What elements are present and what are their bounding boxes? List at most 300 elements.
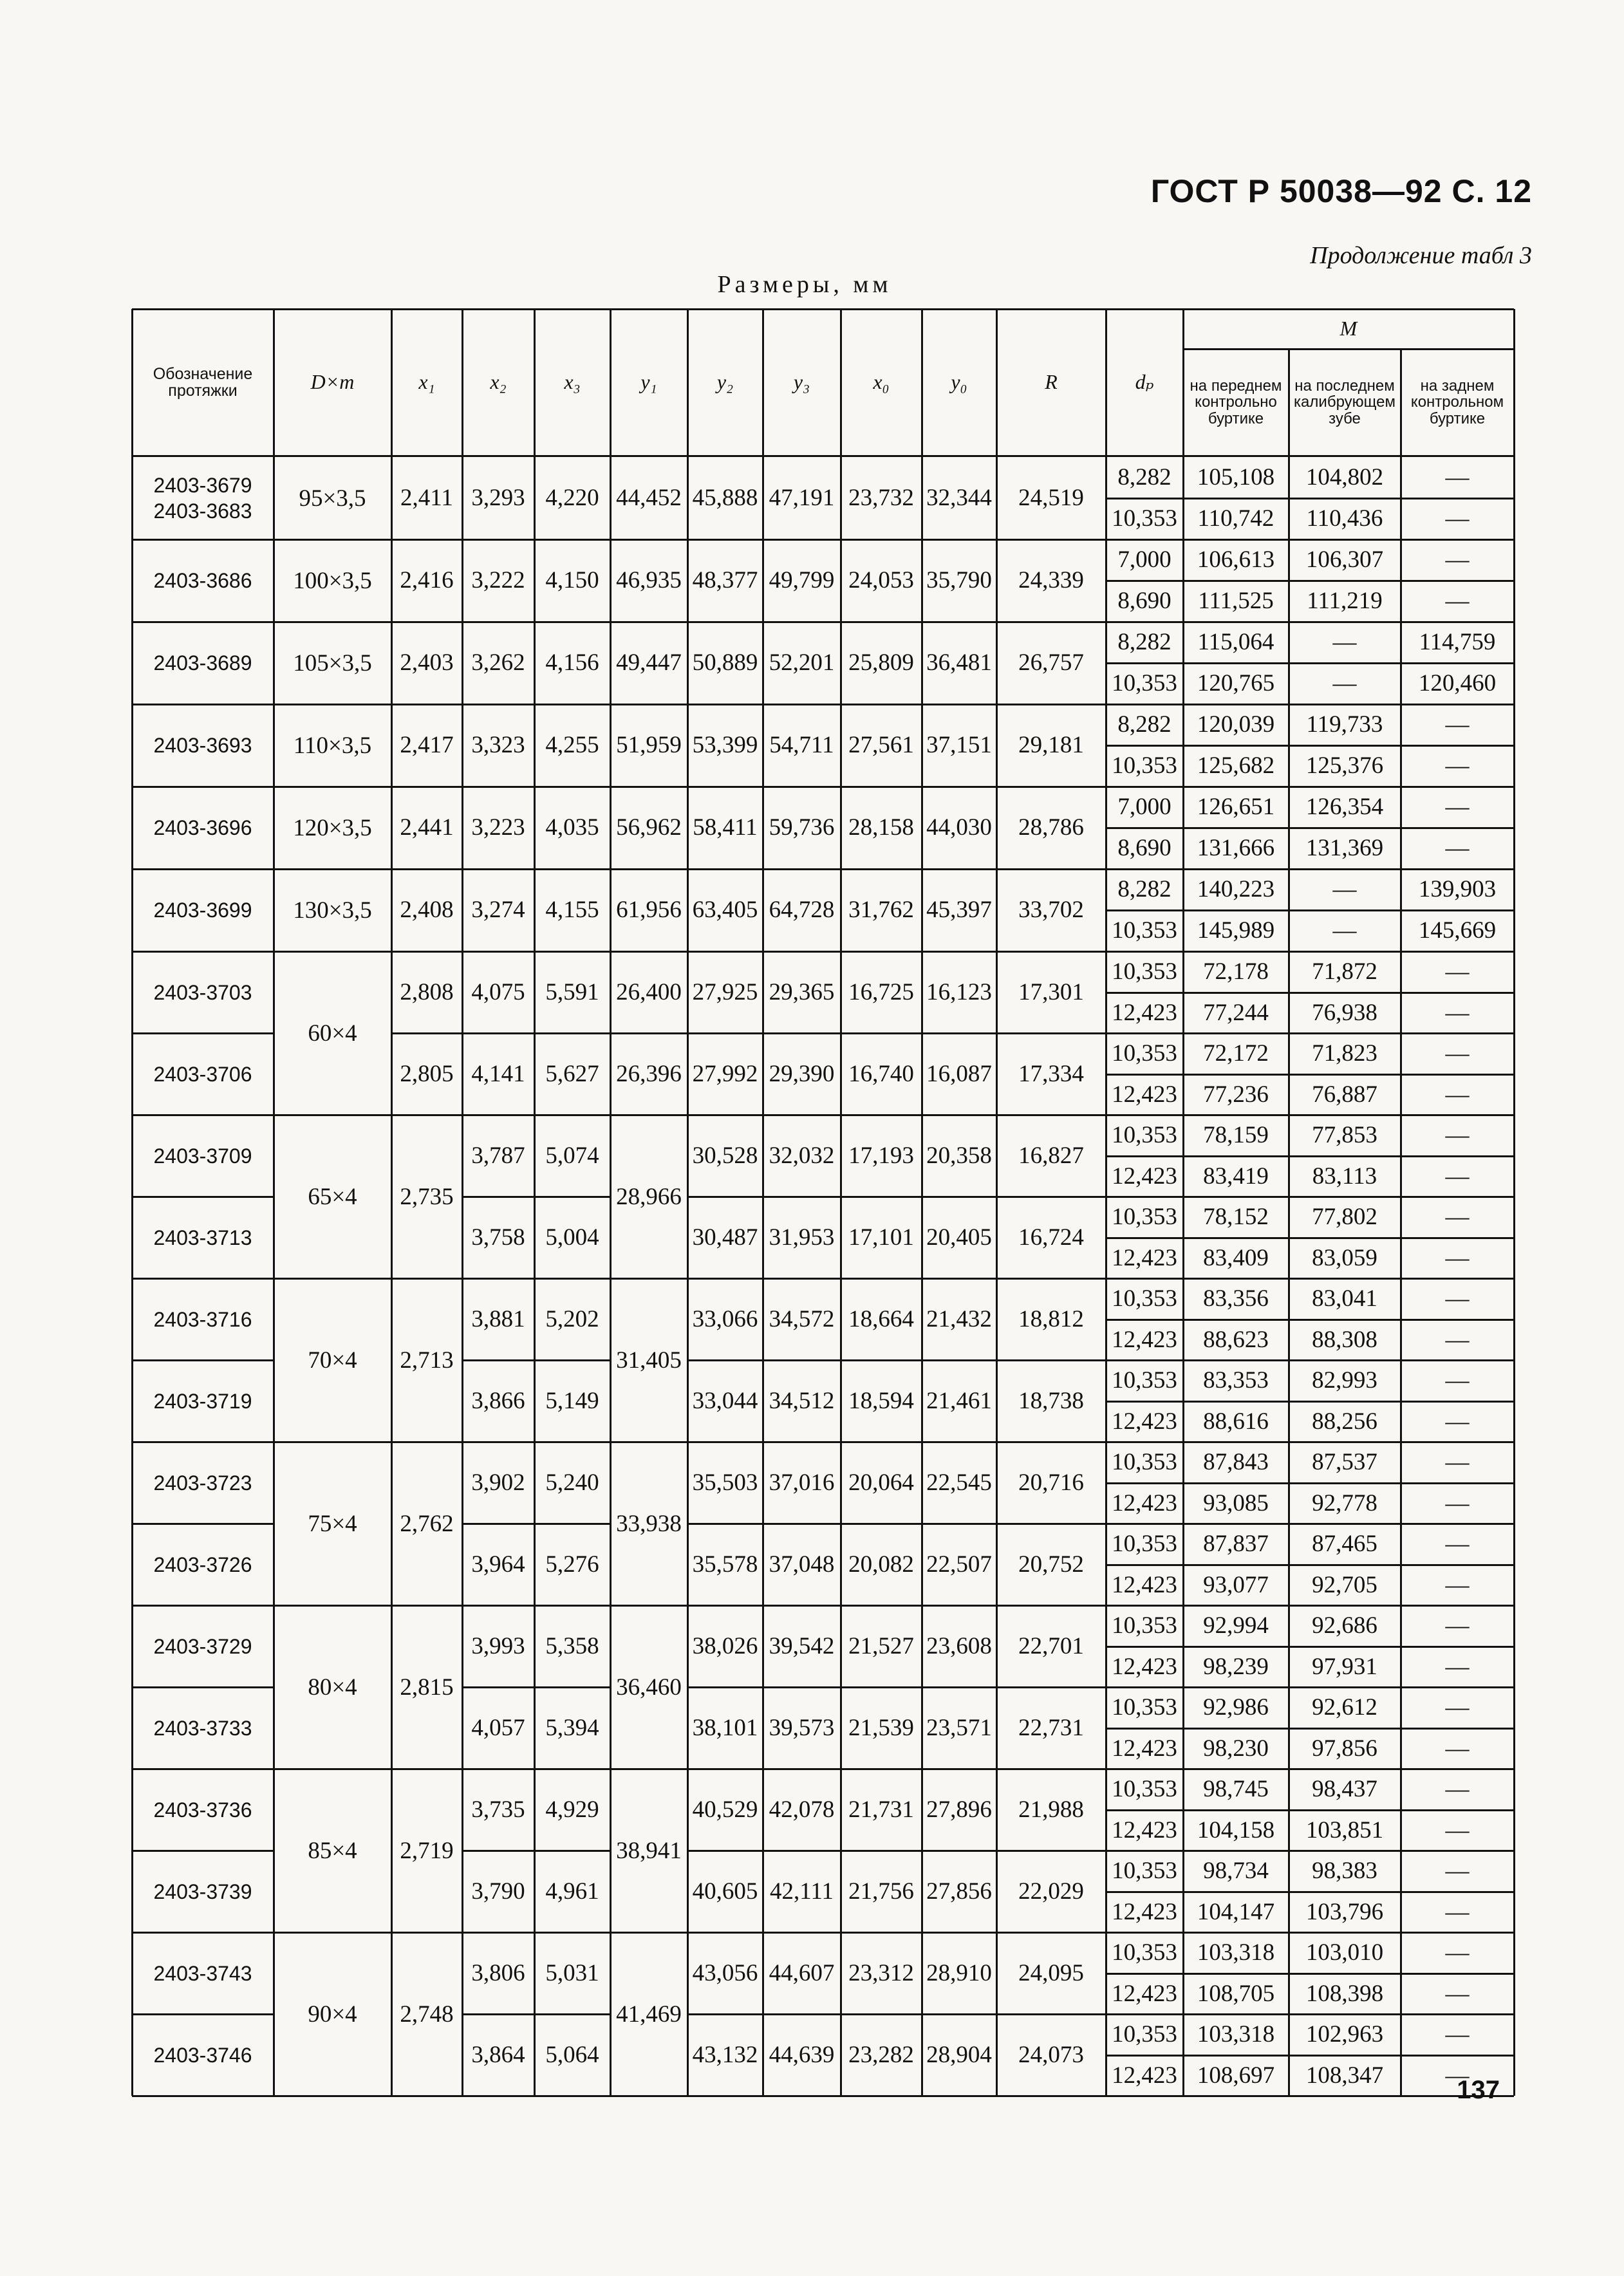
m-front-value: 120,039: [1197, 711, 1275, 738]
m-last-tooth-value: —: [1332, 917, 1357, 944]
r-value: 24,095: [1018, 1960, 1084, 1986]
designation-code: 2403-3703: [153, 980, 252, 1004]
y0-value: 21,461: [926, 1388, 992, 1414]
m-rear-value: 145,669: [1418, 917, 1497, 944]
dp-value: 10,353: [1112, 752, 1177, 779]
dp-value: 10,353: [1112, 1367, 1177, 1394]
y0-value: 27,896: [926, 1796, 992, 1823]
r-value: 22,029: [1018, 1878, 1084, 1905]
y0-value: 27,856: [926, 1878, 992, 1905]
r-value: 33,702: [1018, 897, 1084, 923]
x1-value: 2,719: [400, 1837, 454, 1864]
m-rear-value: —: [1445, 1204, 1470, 1231]
r-value: 16,827: [1018, 1143, 1084, 1169]
y0-value: 23,571: [926, 1715, 992, 1741]
m-rear-value: —: [1445, 1694, 1470, 1721]
x3-value: 5,627: [545, 1061, 599, 1087]
designation-code: 2403-3743: [153, 1961, 252, 1985]
x2-value: 3,222: [471, 567, 525, 593]
designation-value: [132, 951, 274, 1033]
x1-value: 2,411: [400, 485, 453, 511]
column-header-m: M: [1339, 317, 1358, 340]
dp-value: 12,423: [1112, 1980, 1177, 2007]
x3-value: 4,929: [545, 1796, 599, 1823]
m-rear-value: —: [1445, 1244, 1470, 1271]
y1-value: 51,959: [616, 732, 682, 758]
y3-value: 39,573: [769, 1715, 835, 1741]
column-header-m-sub-1: на переднем контрольно буртике: [1190, 377, 1282, 427]
x0-value: 18,664: [848, 1306, 914, 1332]
designation-code: 2403-3693: [153, 733, 252, 757]
designation-value: [132, 787, 274, 868]
column-header-y3: y₃: [793, 370, 810, 394]
x2-value: 3,790: [471, 1878, 525, 1905]
y2-value: 38,101: [692, 1715, 758, 1741]
m-front-value: 93,077: [1203, 1571, 1269, 1598]
y1-value: 44,452: [616, 485, 682, 511]
m-last-tooth-value: 106,307: [1305, 546, 1384, 574]
m-last-tooth-value: 82,993: [1312, 1367, 1377, 1394]
dp-value: 10,353: [1112, 1204, 1177, 1231]
m-last-tooth-value: 76,938: [1312, 999, 1377, 1026]
m-front-value: 83,356: [1203, 1285, 1269, 1312]
y0-value: 28,904: [926, 2042, 992, 2068]
page-number: 137: [1457, 2076, 1500, 2104]
m-front-value: 83,419: [1203, 1162, 1269, 1189]
x0-value: 20,082: [848, 1551, 914, 1578]
y2-value: 27,992: [692, 1061, 758, 1087]
x1-value: 2,808: [400, 979, 454, 1005]
y2-value: 40,605: [692, 1878, 758, 1905]
m-front-value: 98,745: [1203, 1776, 1269, 1803]
y3-value: 52,201: [769, 649, 835, 676]
designation-value: [132, 539, 274, 621]
column-header-m-sub-2: на последнем калибрующем зубе: [1294, 377, 1395, 427]
x2-value: 3,262: [471, 649, 525, 676]
x2-value: 3,902: [471, 1469, 525, 1496]
m-last-tooth-value: 108,347: [1305, 2062, 1384, 2089]
m-front-value: 98,230: [1203, 1735, 1269, 1762]
y3-value: 44,607: [769, 1960, 835, 1986]
x3-value: 5,358: [545, 1633, 599, 1659]
y0-value: 16,123: [926, 979, 992, 1005]
dp-value: 12,423: [1112, 999, 1177, 1026]
designation-code: 2403-3716: [153, 1307, 252, 1331]
column-header-y0: y₀: [951, 370, 967, 394]
y3-value: 42,078: [769, 1796, 835, 1823]
dp-value: 12,423: [1112, 1816, 1177, 1843]
m-front-value: 110,742: [1197, 505, 1274, 532]
y3-value: 64,728: [769, 897, 835, 923]
designation-value: [132, 1197, 274, 1278]
m-front-value: 77,244: [1203, 999, 1269, 1026]
x1-value: 2,441: [400, 814, 454, 841]
m-rear-value: —: [1445, 1040, 1470, 1067]
dp-value: 12,423: [1112, 1244, 1177, 1271]
m-front-value: 125,682: [1197, 752, 1275, 779]
m-last-tooth-value: 83,041: [1312, 1285, 1377, 1312]
column-header-x3: x₃: [564, 370, 581, 394]
y3-value: 34,572: [769, 1306, 835, 1332]
x2-value: 3,993: [471, 1633, 525, 1659]
table-continuation-note: Продолжение табл 3: [1310, 242, 1532, 269]
y2-value: 45,888: [692, 485, 758, 511]
dp-value: 7,000: [1117, 546, 1171, 574]
y0-value: 22,545: [926, 1469, 992, 1496]
y3-value: 32,032: [769, 1143, 835, 1169]
m-rear-value: —: [1445, 1735, 1470, 1762]
x3-value: 5,149: [545, 1388, 599, 1414]
m-front-value: 87,843: [1203, 1449, 1269, 1476]
column-header-x1: x₁: [418, 370, 435, 394]
x3-value: 4,155: [545, 897, 599, 923]
m-last-tooth-value: 76,887: [1312, 1081, 1377, 1108]
dp-value: 10,353: [1112, 917, 1177, 944]
x0-value: 21,527: [848, 1633, 914, 1659]
m-rear-value: —: [1445, 1898, 1470, 1925]
y2-value: 48,377: [692, 567, 758, 593]
dp-value: 12,423: [1112, 1571, 1177, 1598]
y1-value: 26,396: [616, 1061, 682, 1087]
m-rear-value: —: [1445, 1285, 1470, 1312]
designation-value: [132, 2014, 274, 2096]
m-rear-value: —: [1445, 546, 1470, 574]
designation-code: 2403-3713: [153, 1226, 252, 1249]
dp-value: 8,282: [1117, 629, 1171, 656]
m-last-tooth-value: 111,219: [1307, 587, 1383, 614]
m-last-tooth-value: 97,856: [1312, 1735, 1377, 1762]
y0-value: 28,910: [926, 1960, 992, 1986]
x3-value: 5,004: [545, 1224, 599, 1251]
r-value: 24,339: [1018, 567, 1084, 593]
dp-value: 10,353: [1112, 2021, 1177, 2048]
dp-value: 8,690: [1117, 587, 1171, 614]
y2-value: 50,889: [692, 649, 758, 676]
x3-value: 5,394: [545, 1715, 599, 1741]
designation-value: [132, 1278, 274, 1360]
m-front-value: 108,697: [1197, 2062, 1275, 2089]
r-value: 22,731: [1018, 1715, 1084, 1741]
designation-code: 2403-3736: [153, 1798, 252, 1822]
y2-value: 40,529: [692, 1796, 758, 1823]
designation-value: [132, 1360, 274, 1442]
y3-value: 42,111: [769, 1878, 834, 1905]
y3-value: 44,639: [769, 2042, 835, 2068]
designation-code: 2403-3683: [153, 499, 252, 523]
table-right-rule: [1513, 309, 1515, 2096]
designation-value: [132, 1033, 274, 1115]
dp-value: 10,353: [1112, 1694, 1177, 1721]
m-rear-value: 139,903: [1418, 876, 1497, 903]
dp-value: 8,690: [1117, 834, 1171, 861]
m-front-value: 92,994: [1203, 1612, 1269, 1639]
column-header-y2: y₂: [716, 370, 734, 394]
dimensions-caption: Размеры, мм: [717, 271, 892, 298]
r-value: 29,181: [1018, 732, 1084, 758]
dxm-value: 75×4: [308, 1510, 357, 1537]
dp-value: 10,353: [1112, 1531, 1177, 1558]
x0-value: 24,053: [848, 567, 914, 593]
header-column-rule: [1400, 349, 1402, 456]
m-last-tooth-value: 83,113: [1312, 1162, 1377, 1189]
designation-code: 2403-3696: [153, 816, 252, 839]
y3-value: 37,048: [769, 1551, 835, 1578]
x1-value: 2,815: [400, 1674, 454, 1701]
dxm-value: 80×4: [308, 1674, 357, 1701]
dp-value: 12,423: [1112, 1735, 1177, 1762]
designation-code: 2403-3733: [153, 1716, 252, 1740]
x0-value: 21,731: [848, 1796, 914, 1823]
y2-value: 38,026: [692, 1633, 758, 1659]
x0-value: 21,539: [848, 1715, 914, 1741]
y3-value: 39,542: [769, 1633, 835, 1659]
x2-value: 3,787: [471, 1143, 525, 1169]
designation-code: 2403-3729: [153, 1634, 252, 1658]
x1-value: 2,805: [400, 1061, 454, 1087]
m-last-tooth-value: 97,931: [1312, 1653, 1377, 1680]
m-rear-value: —: [1445, 1449, 1470, 1476]
m-rear-value: —: [1445, 464, 1470, 491]
x3-value: 4,156: [545, 649, 599, 676]
y0-value: 32,344: [926, 485, 992, 511]
dxm-value: 100×3,5: [293, 567, 372, 594]
m-rear-value: —: [1445, 711, 1470, 738]
dxm-value: 95×3,5: [299, 485, 366, 512]
y0-value: 35,790: [926, 567, 992, 593]
y2-value: 63,405: [692, 897, 758, 923]
designation-value: [132, 1442, 274, 1524]
m-last-tooth-value: 87,465: [1312, 1531, 1377, 1558]
m-last-tooth-value: 104,802: [1305, 464, 1384, 491]
x2-value: 4,075: [471, 979, 525, 1005]
dxm-value: 120×3,5: [293, 814, 372, 841]
dp-value: 10,353: [1112, 1449, 1177, 1476]
m-rear-value: —: [1445, 1653, 1470, 1680]
m-rear-value: —: [1445, 1326, 1470, 1353]
m-last-tooth-value: 103,851: [1305, 1816, 1384, 1843]
m-rear-value: —: [1445, 1939, 1470, 1966]
y0-value: 36,481: [926, 649, 992, 676]
y1-value: 38,941: [616, 1837, 682, 1864]
y2-value: 43,132: [692, 2042, 758, 2068]
x3-value: 4,255: [545, 732, 599, 758]
m-rear-value: —: [1445, 794, 1470, 821]
m-last-tooth-value: 77,853: [1312, 1122, 1377, 1149]
x0-value: 23,282: [848, 2042, 914, 2068]
y0-value: 23,608: [926, 1633, 992, 1659]
designation-value: [132, 622, 274, 704]
y3-value: 31,953: [769, 1224, 835, 1251]
dp-value: 12,423: [1112, 1162, 1177, 1189]
m-last-tooth-value: 126,354: [1305, 794, 1384, 821]
m-front-value: 72,172: [1203, 1040, 1269, 1067]
m-front-value: 106,613: [1197, 546, 1275, 574]
m-last-tooth-value: 77,802: [1312, 1204, 1377, 1231]
m-last-tooth-value: 110,436: [1306, 505, 1383, 532]
designation-code: 2403-3686: [153, 568, 252, 592]
m-front-value: 87,837: [1203, 1531, 1269, 1558]
m-front-value: 98,734: [1203, 1858, 1269, 1885]
dxm-value: 60×4: [308, 1020, 357, 1047]
y2-value: 35,503: [692, 1469, 758, 1496]
designation-value: [132, 1851, 274, 1932]
m-rear-value: —: [1445, 505, 1470, 532]
x0-value: 21,756: [848, 1878, 914, 1905]
y2-value: 43,056: [692, 1960, 758, 1986]
designation-code: 2403-3709: [153, 1144, 252, 1168]
m-front-value: 115,064: [1197, 629, 1274, 656]
designation-value: [132, 1605, 274, 1687]
m-rear-value: —: [1445, 1531, 1470, 1558]
dp-value: 12,423: [1112, 1081, 1177, 1108]
x0-value: 27,561: [848, 732, 914, 758]
m-last-tooth-value: 98,383: [1312, 1858, 1377, 1885]
y2-value: 58,411: [693, 814, 758, 841]
designation-code: 2403-3719: [153, 1389, 252, 1413]
x0-value: 31,762: [848, 897, 914, 923]
x0-value: 23,312: [848, 1960, 914, 1986]
m-rear-value: —: [1445, 1162, 1470, 1189]
x2-value: 3,881: [471, 1306, 525, 1332]
y3-value: 59,736: [769, 814, 835, 841]
dxm-value: 105×3,5: [293, 649, 372, 676]
designation-value: [132, 1932, 274, 2014]
y3-value: 34,512: [769, 1388, 835, 1414]
m-front-value: 120,765: [1197, 669, 1275, 696]
m-last-tooth-value: 92,778: [1312, 1489, 1377, 1516]
x2-value: 3,866: [471, 1388, 525, 1414]
dxm-value: 85×4: [308, 1837, 357, 1864]
m-rear-value: —: [1445, 1081, 1470, 1108]
x2-value: 3,964: [471, 1551, 525, 1578]
x1-value: 2,417: [400, 732, 454, 758]
y0-value: 20,358: [926, 1143, 992, 1169]
x1-value: 2,408: [400, 897, 454, 923]
m-last-tooth-value: 92,612: [1312, 1694, 1377, 1721]
m-last-tooth-value: 103,010: [1305, 1939, 1384, 1966]
x3-value: 4,150: [545, 567, 599, 593]
x3-value: 4,035: [545, 814, 599, 841]
x2-value: 3,864: [471, 2042, 525, 2068]
m-rear-value: —: [1445, 2021, 1470, 2048]
y3-value: 29,390: [769, 1061, 835, 1087]
r-value: 21,988: [1018, 1796, 1084, 1823]
m-front-value: 145,989: [1197, 917, 1275, 944]
dp-value: 8,282: [1117, 464, 1171, 491]
m-last-tooth-value: 119,733: [1306, 711, 1383, 738]
column-header-dp: dₚ: [1135, 370, 1154, 394]
m-last-tooth-value: 92,686: [1312, 1612, 1377, 1639]
m-front-value: 88,623: [1203, 1326, 1269, 1353]
y0-value: 20,405: [926, 1224, 992, 1251]
dp-value: 12,423: [1112, 1898, 1177, 1925]
dp-value: 10,353: [1112, 505, 1177, 532]
r-value: 28,786: [1018, 814, 1084, 841]
dxm-value: 130×3,5: [293, 897, 372, 924]
m-front-value: 140,223: [1197, 876, 1275, 903]
dp-value: 10,353: [1112, 958, 1177, 985]
m-last-tooth-value: —: [1332, 876, 1357, 903]
m-last-tooth-value: 88,256: [1312, 1408, 1377, 1435]
header-column-rule: [1288, 349, 1290, 456]
m-front-value: 103,318: [1197, 2021, 1275, 2048]
dxm-value: 90×4: [308, 2001, 357, 2028]
y0-value: 16,087: [926, 1061, 992, 1087]
m-rear-value: —: [1445, 1571, 1470, 1598]
m-rear-value: —: [1445, 1489, 1470, 1516]
y1-value: 46,935: [616, 567, 682, 593]
x2-value: 3,274: [471, 897, 525, 923]
y1-value: 36,460: [616, 1674, 682, 1701]
dxm-value: 70×4: [308, 1347, 357, 1374]
dp-value: 12,423: [1112, 1653, 1177, 1680]
column-header-r: R: [1045, 370, 1058, 394]
x1-value: 2,403: [400, 649, 454, 676]
m-front-value: 93,085: [1203, 1489, 1269, 1516]
m-last-tooth-value: 102,963: [1305, 2021, 1384, 2048]
designation-code: 2403-3726: [153, 1553, 252, 1576]
dp-value: 8,282: [1117, 711, 1171, 738]
y2-value: 53,399: [692, 732, 758, 758]
x3-value: 4,961: [545, 1878, 599, 1905]
m-last-tooth-value: 88,308: [1312, 1326, 1377, 1353]
m-last-tooth-value: 131,369: [1305, 834, 1384, 861]
dp-value: 10,353: [1112, 1122, 1177, 1149]
designation-value: [132, 457, 274, 539]
y3-value: 37,016: [769, 1469, 835, 1496]
m-rear-value: 114,759: [1419, 629, 1496, 656]
designation-value: [132, 704, 274, 786]
x3-value: 5,064: [545, 2042, 599, 2068]
r-value: 18,812: [1018, 1306, 1084, 1332]
x2-value: 3,223: [471, 814, 525, 841]
x0-value: 16,725: [848, 979, 914, 1005]
r-value: 18,738: [1018, 1388, 1084, 1414]
y2-value: 30,487: [692, 1224, 758, 1251]
column-header-m-sub-3: на заднем контрольном буртике: [1410, 377, 1504, 427]
x2-value: 3,735: [471, 1796, 525, 1823]
dp-value: 10,353: [1112, 1939, 1177, 1966]
m-front-value: 103,318: [1197, 1939, 1275, 1966]
table-left-rule: [131, 309, 133, 2096]
r-value: 17,301: [1018, 979, 1084, 1005]
dxm-value: 65×4: [308, 1183, 357, 1210]
designation-code: 2403-3723: [153, 1471, 252, 1495]
x1-value: 2,735: [400, 1183, 454, 1210]
y1-value: 61,956: [616, 897, 682, 923]
m-last-tooth-value: 92,705: [1312, 1571, 1377, 1598]
designation-value: [132, 1115, 274, 1197]
x0-value: 18,594: [848, 1388, 914, 1414]
x1-value: 2,416: [400, 567, 454, 593]
r-value: 24,073: [1018, 2042, 1084, 2068]
x0-value: 17,101: [848, 1224, 914, 1251]
designation-code: 2403-3739: [153, 1880, 252, 1903]
m-rear-value: —: [1445, 1122, 1470, 1149]
column-header-dm: D×m: [310, 370, 355, 394]
column-header-x2: x₂: [490, 370, 507, 394]
x2-value: 3,323: [471, 732, 525, 758]
r-value: 17,334: [1018, 1061, 1084, 1087]
y0-value: 22,507: [926, 1551, 992, 1578]
m-rear-value: —: [1445, 1980, 1470, 2007]
y0-value: 21,432: [926, 1306, 992, 1332]
x3-value: 5,276: [545, 1551, 599, 1578]
m-last-tooth-value: 125,376: [1305, 752, 1384, 779]
m-rear-value: —: [1445, 999, 1470, 1026]
dp-value: 12,423: [1112, 2062, 1177, 2089]
x3-value: 4,220: [545, 485, 599, 511]
